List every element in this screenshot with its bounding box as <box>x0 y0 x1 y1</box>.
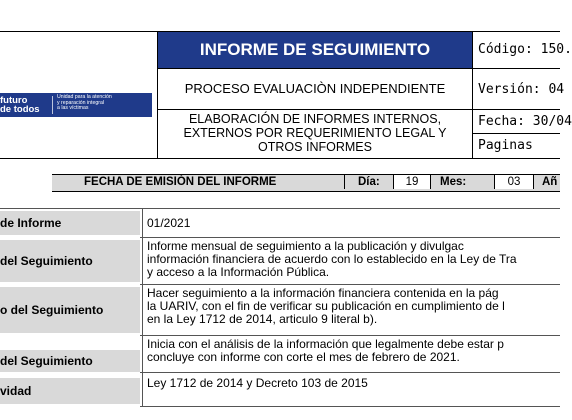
dia-label: Día: <box>358 176 380 188</box>
row-label: vidad <box>0 378 140 404</box>
emission-date-label: FECHA DE EMISIÓN DEL INFORME <box>84 176 277 188</box>
codigo-text: Código: 150. <box>478 42 572 57</box>
table-row <box>0 285 560 335</box>
table-bottom-border <box>140 406 560 407</box>
row-value: Informe mensual de seguimiento a la publicación y divulgac información financiera de acuerdo con lo establecido en la Ley de Tra y acceso a la Información Pública. <box>147 239 517 279</box>
header-row-line-2 <box>157 109 560 110</box>
fecha-text: Fecha: 30/04 <box>478 114 572 129</box>
elaboracion-text <box>158 112 472 154</box>
report-title: INFORME DE SEGUIMIENTO <box>158 32 472 68</box>
header-row-line-1 <box>157 68 560 69</box>
ano-label: Añ <box>542 176 558 188</box>
logo-separator <box>52 96 53 114</box>
table-value-left-border <box>142 208 143 407</box>
elaboracion-line: EXTERNOS POR REQUERIMIENTO LEGAL Y <box>183 126 447 140</box>
gov-logo <box>0 93 152 117</box>
header-divider-right <box>472 31 473 159</box>
version-text: Versión: 04 <box>478 82 565 97</box>
row-label: o del Seguimiento <box>0 287 140 333</box>
dia-value: 19 <box>394 175 430 189</box>
row-label: de Informe <box>0 211 140 235</box>
bar-divider <box>344 175 345 189</box>
logo-unit-text: Unidad para la atención y reparación integral a las víctimas <box>57 94 112 112</box>
emission-date-bar <box>52 174 560 192</box>
table-row <box>0 373 560 407</box>
row-value: Inicia con el análisis de la información que legalmente debe estar p concluye con informe con corte el mes de febrero de 2021. <box>147 337 504 364</box>
table-row <box>0 209 560 237</box>
mes-label: Mes: <box>440 176 467 188</box>
mes-value: 03 <box>495 175 533 189</box>
table-row <box>0 238 560 284</box>
row-label: del Seguimiento <box>0 240 140 282</box>
proceso-text: PROCESO EVALUACIÒN INDEPENDIENTE <box>184 81 446 96</box>
bar-divider <box>430 175 431 189</box>
logo-wordmark: futuro de todos <box>0 95 40 115</box>
row-value: 01/2021 <box>147 216 191 230</box>
header-bottom-border <box>0 158 560 159</box>
elaboracion-line: OTROS INFORMES <box>258 140 372 154</box>
header-row-line-3 <box>472 133 560 134</box>
table-row <box>0 336 560 372</box>
row-value: Hacer seguimiento a la información financiera contenida en la pág la UARIV, con el fin de verificar su publicación en cumplimiento de l en la Ley 1712 de 2014, articulo 9 literal b). <box>147 286 505 326</box>
row-label: del Seguimiento <box>0 350 140 372</box>
bar-divider <box>533 175 534 189</box>
row-value: Ley 1712 de 2014 y Decreto 103 de 2015 <box>147 376 368 390</box>
paginas-text: Paginas <box>478 138 533 153</box>
elaboracion-line: ELABORACIÓN DE INFORMES INTERNOS, <box>188 112 442 126</box>
